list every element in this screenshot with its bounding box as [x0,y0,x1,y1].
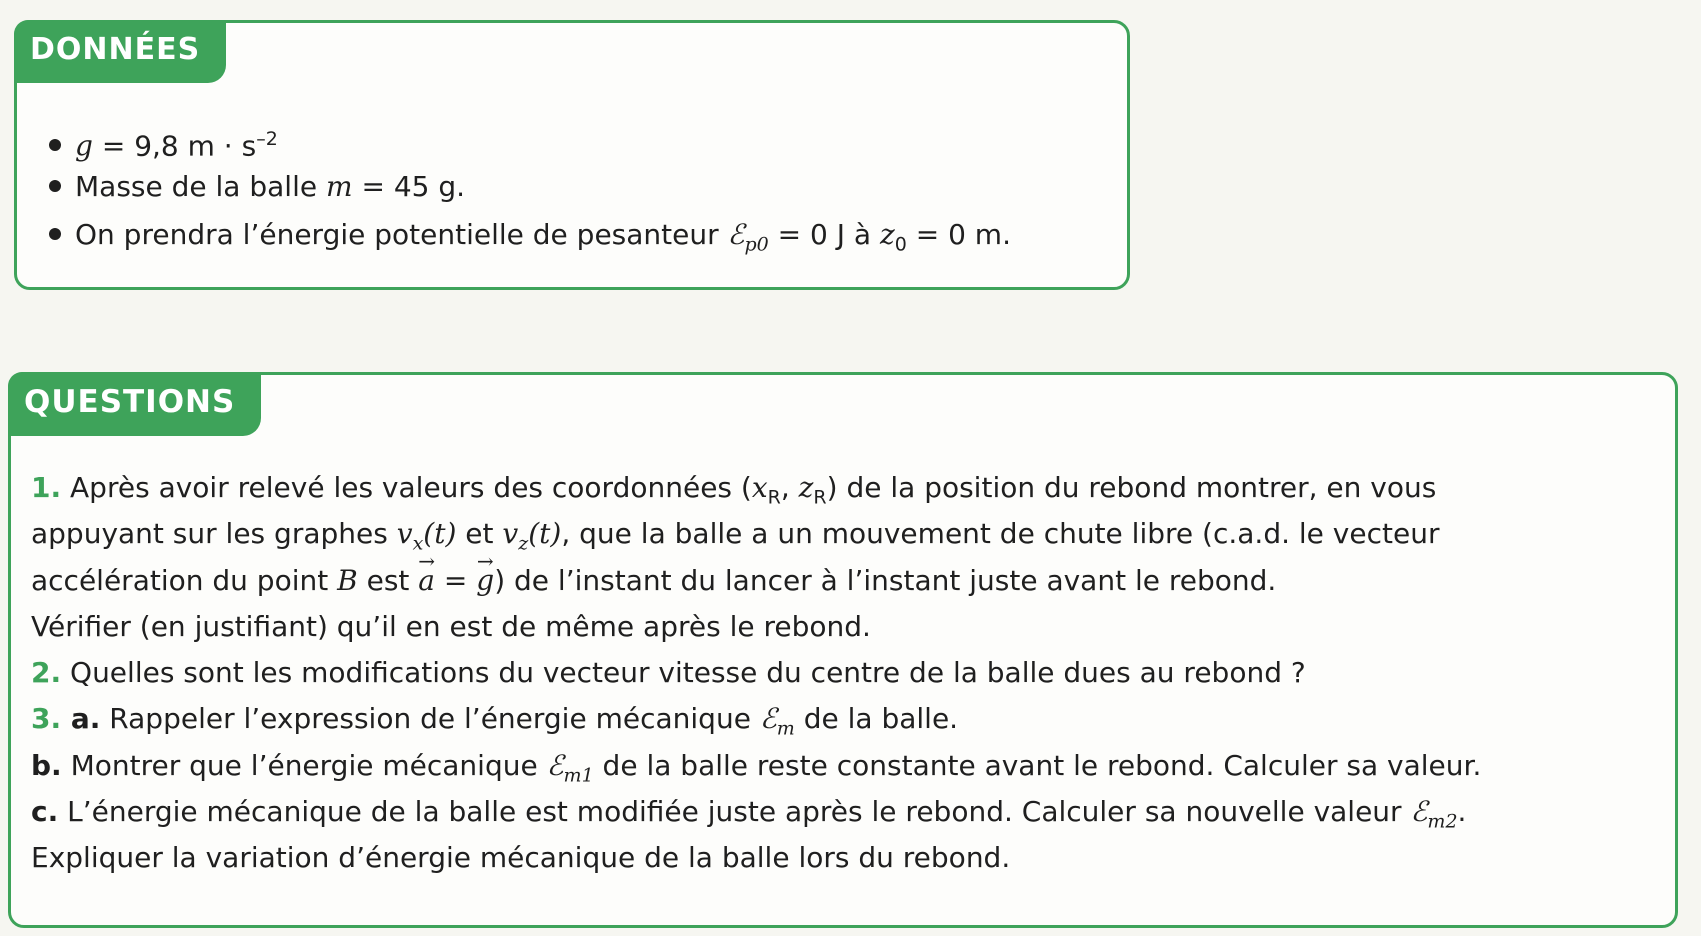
bullet-icon [49,228,61,240]
donnees-box [14,20,1130,290]
vector-a: → a [418,558,435,604]
question-1-line-2: appuyant sur les graphes $v_x(t)$ et $v_z(t)$, que la balle a un mouvement de chute libre (c.a.d. le vecteur [31,517,1440,555]
donnee-masse: Masse de la balle m = 45 g. [35,163,1011,211]
bullet-icon [49,139,61,151]
question-2: 2. Quelles sont les modifications du vecteur vitesse du centre de la balle dues au rebond ? [31,656,1306,690]
questions-box [8,372,1678,928]
bullet-icon [49,180,61,192]
question-3c: c. L’énergie mécanique de la balle est modifiée juste après le rebond. Calculer sa nouvelle valeur ℰ$_{m2}$. [31,795,1467,833]
donnees-title: DONNÉES [14,20,226,83]
question-3c-line-2: Expliquer la variation d’énergie mécanique de la balle lors du rebond. [31,841,1011,875]
donnee-energie: On prendra l’énergie potentielle de pesanteur ℰ$_{p0}$ = 0 J à $z_0 = 0$ m. [35,211,1011,259]
question-1-line-1: 1. Après avoir relevé les valeurs des coordonnées ($x_R$, $z_R$) de la position du rebond montrer, en vous [31,471,1437,509]
question-3a: 3. a. Rappeler l’expression de l’énergie mécanique ℰ$_m$ de la balle. [31,702,959,741]
questions-text [31,465,1659,882]
donnees-list [35,115,1011,259]
question-3b: b. Montrer que l’énergie mécanique ℰ$_{m1}$ de la balle reste constante avant le rebond. Calculer sa valeur. [31,748,1482,787]
questions-title: QUESTIONS [8,372,261,436]
question-1-line-4: Vérifier (en justifiant) qu’il en est de même après le rebond. [31,609,871,643]
vector-g: → g [476,558,494,604]
donnee-g: g = 9,8 $m \cdot s^{-2}$ [35,115,1011,163]
question-1-line-3: accélération du point B est → a = → g) de l’instant du lancer à l’instant juste avant le rebond. [31,558,1659,604]
